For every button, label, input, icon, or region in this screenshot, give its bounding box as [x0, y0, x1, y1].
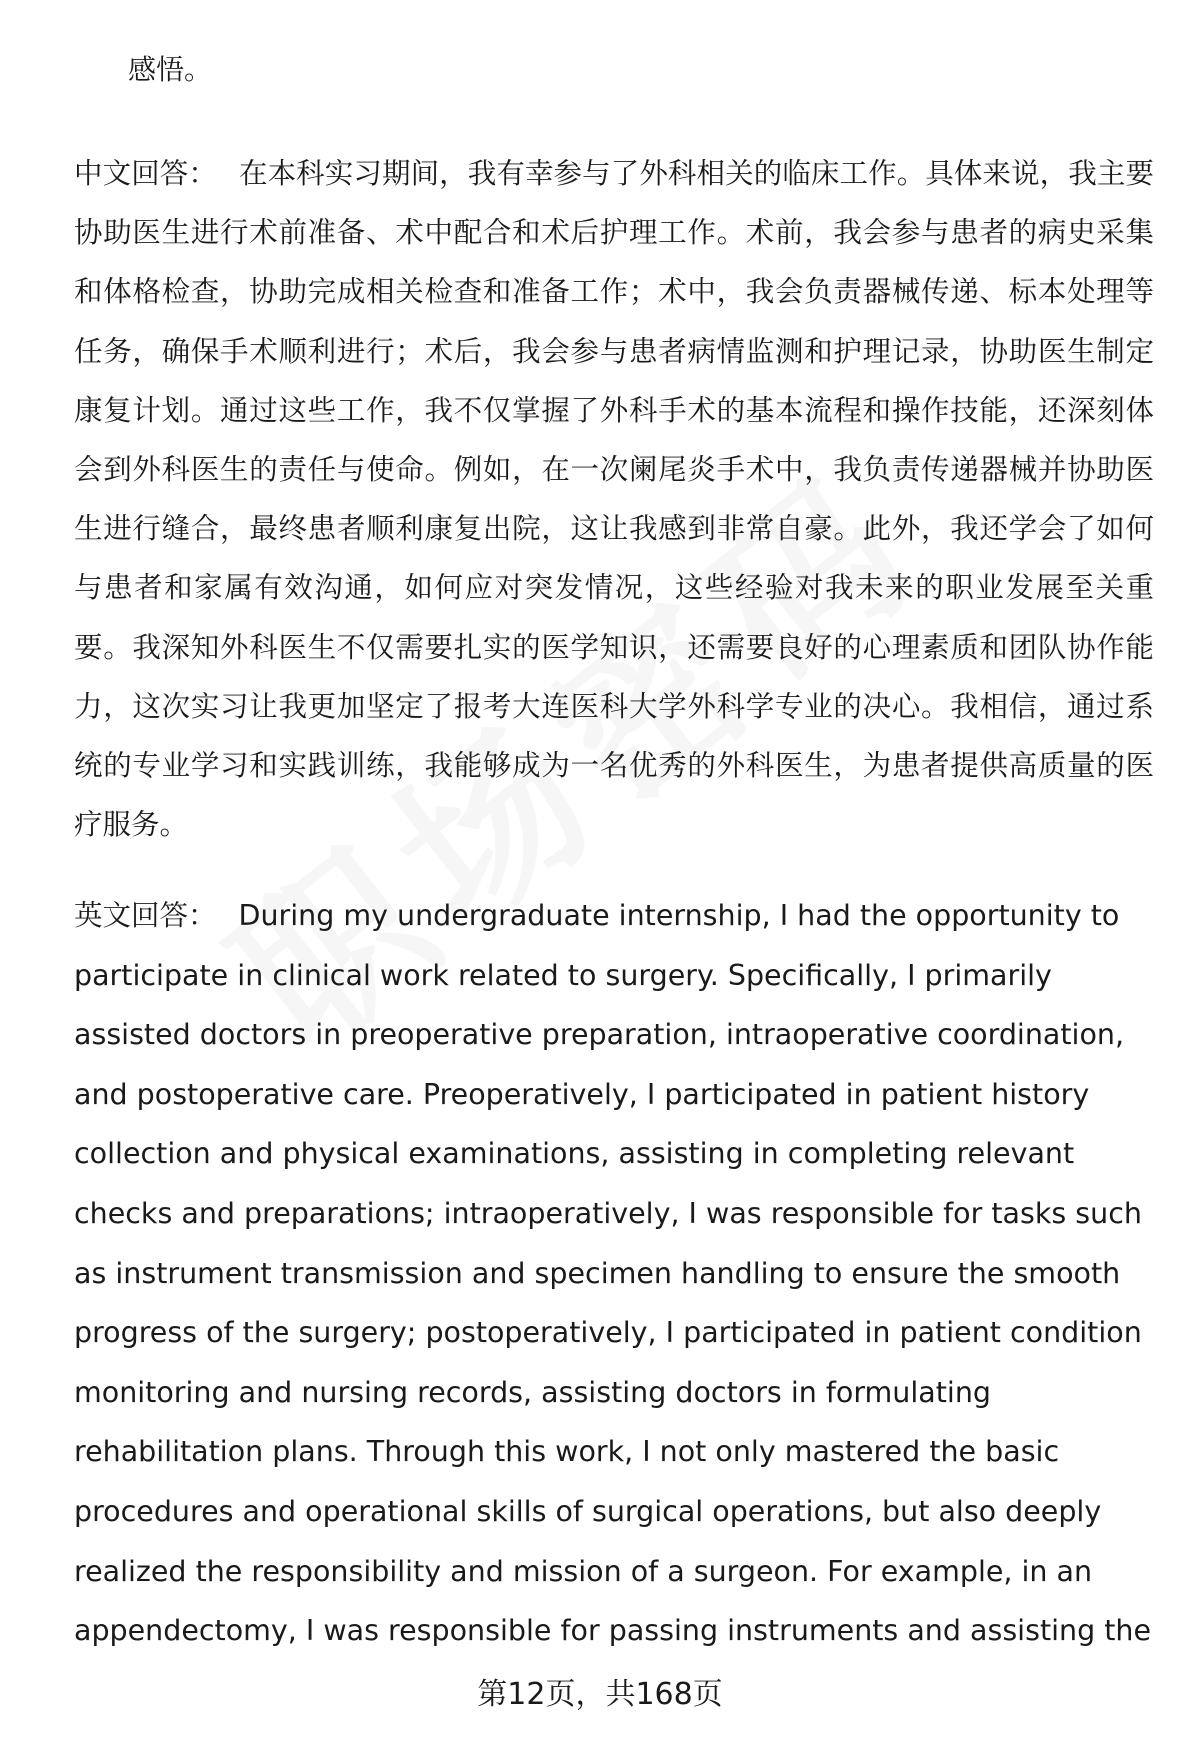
- english-answer-paragraph: [74, 886, 1154, 1661]
- english-answer-label: 英文回答：: [74, 899, 217, 932]
- english-answer-text: During my undergraduate internship, I had the opportunity to participate in clinical work related to surgery. Specifically, I primarily assisted doctors in preoperative preparation, intraoperative coordination, and postoperative care. Preoperatively, I participated in patient history collection and physical examinations, assisting in completing relevant checks and preparations; intraoperatively, I was responsible for tasks such as instrument transmission and specimen handling to ensure the smooth progress of the surgery; postoperatively, I participated in patient condition monitoring and nursing records, assisting doctors in formulating rehabilitation plans. Through this work, I not only mastered the basic procedures and operational skills of surgical operations, but also deeply realized the responsibility and mission of a surgeon. For example, in an appendectomy, I was responsible for passing instruments and assisting the: [74, 899, 1152, 1648]
- continued-text-fragment: 感悟。: [128, 53, 213, 86]
- chinese-answer-label: 中文回答：: [74, 157, 217, 190]
- chinese-answer-text: 在本科实习期间，我有幸参与了外科相关的临床工作。具体来说，我主要协助医生进行术前准备、术中配合和术后护理工作。术前，我会参与患者的病史采集和体格检查，协助完成相关检查和准备工作；术中，我会负责器械传递、标本处理等任务，确保手术顺利进行；术后，我会参与患者病情监测和护理记录，协助医生制定康复计划。通过这些工作，我不仅掌握了外科手术的基本流程和操作技能，还深刻体会到外科医生的责任与使命。例如，在一次阑尾炎手术中，我负责传递器械并协助医生进行缝合，最终患者顺利康复出院，这让我感到非常自豪。此外，我还学会了如何与患者和家属有效沟通，如何应对突发情况，这些经验对我未来的职业发展至关重要。我深知外科医生不仅需要扎实的医学知识，还需要良好的心理素质和团队协作能力，这次实习让我更加坚定了报考大连医科大学外科学专业的决心。我相信，通过系统的专业学习和实践训练，我能够成为一名优秀的外科医生，为患者提供高质量的医疗服务。: [74, 157, 1154, 842]
- chinese-answer-paragraph: [74, 144, 1154, 854]
- page-number-footer: 第12页，共168页: [477, 1677, 723, 1712]
